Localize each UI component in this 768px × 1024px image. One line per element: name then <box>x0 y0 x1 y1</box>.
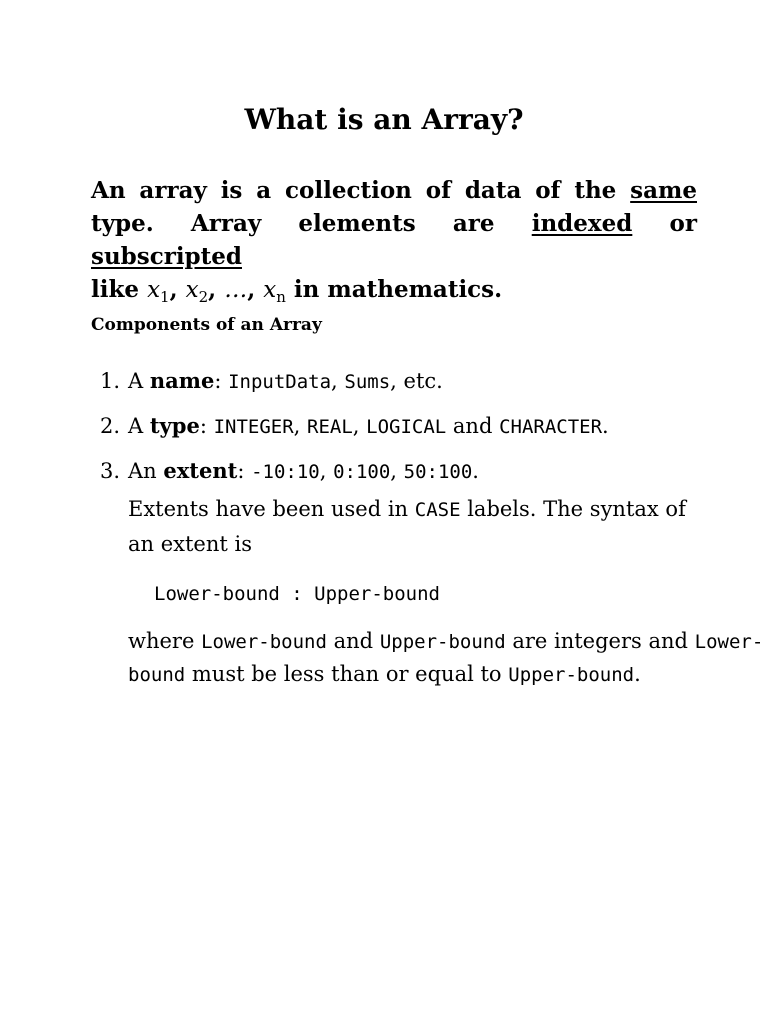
intro-tail: in mathematics. <box>293 276 503 303</box>
code-integer: INTEGER <box>213 416 294 438</box>
bounds-explanation <box>128 625 768 691</box>
intro-like: like <box>91 276 140 303</box>
item-colon: : <box>199 414 207 438</box>
item-lead: A <box>128 414 144 438</box>
code-real: REAL <box>307 416 353 438</box>
list-item-type: 2. A type: INTEGER, REAL, LOGICAL and CHARACTER. <box>100 411 609 442</box>
code-upper-bound: Upper-bound <box>379 631 506 653</box>
item-term: name <box>149 368 215 393</box>
extent-explanation <box>128 492 688 561</box>
math-x2: $x_2$ <box>185 277 209 306</box>
underlined-same: same <box>630 177 697 204</box>
section-heading: Components of an Array <box>91 315 322 335</box>
item-number: 2. <box>100 414 121 438</box>
para-text: must be less than or equal to <box>191 662 502 686</box>
math-x1: $x_1$ <box>147 277 170 306</box>
item-and: and <box>452 414 493 438</box>
code-extent-3: 50:100 <box>403 461 473 483</box>
intro-text-2: type. Array elements are <box>91 210 495 237</box>
list-item-extent: 3. An extent: -10:10, 0:100, 50:100. Extents have been used in CASE labels. The syntax of an extent is Lower-bound : Upper-bound where Lower-bound and Upper-bound are integers and Lower-bound must be less than or equal to Upper-bound. <box>100 456 768 691</box>
item-lead: A <box>128 369 144 393</box>
intro-or: or <box>669 210 697 237</box>
item-term: type <box>149 413 200 438</box>
code-sums: Sums <box>344 371 391 393</box>
code-upper-bound: Upper-bound <box>508 664 635 686</box>
comma-1: , <box>169 276 178 303</box>
item-lead: An <box>128 459 157 483</box>
page-title: What is an Array? <box>244 103 524 136</box>
code-logical: LOGICAL <box>366 416 447 438</box>
comma-3: , <box>247 276 256 303</box>
item-end: , etc. <box>390 369 443 393</box>
code-lower-bound: Lower-bound <box>201 631 327 653</box>
code-lower-bound: Lower-bound <box>128 631 764 686</box>
intro-paragraph <box>91 174 697 314</box>
item-end: . <box>472 459 479 483</box>
code-extent-2: 0:100 <box>333 461 391 483</box>
math-xn: $x_n$ <box>263 277 286 306</box>
list-item-name: 1. A name: InputData, Sums, etc. <box>100 366 443 397</box>
code-extent-1: -10:10 <box>251 461 320 483</box>
math-dots: … <box>224 277 248 303</box>
item-number: 3. <box>100 459 121 483</box>
para-text: Extents have been used in <box>128 497 409 521</box>
code-case: CASE <box>414 499 461 521</box>
item-number: 1. <box>100 369 121 393</box>
underlined-subscripted: subscripted <box>91 243 242 270</box>
para-text: and <box>333 629 374 653</box>
para-text: where <box>128 629 195 653</box>
comma-2: , <box>208 276 217 303</box>
intro-text-1: An array is a collection of data of the <box>91 177 617 204</box>
code-inputdata: InputData <box>228 371 332 393</box>
syntax-code-line: Lower-bound : Upper-bound <box>154 583 440 605</box>
para-text: are integers and <box>512 629 688 653</box>
underlined-indexed: indexed <box>531 210 633 237</box>
item-end: . <box>602 414 609 438</box>
item-colon: : <box>214 369 222 393</box>
item-term: extent <box>163 458 238 483</box>
para-text: labels. The syntax of an extent is <box>128 497 686 556</box>
para-end: . <box>634 662 641 686</box>
code-character: CHARACTER <box>499 416 603 438</box>
item-colon: : <box>237 459 245 483</box>
